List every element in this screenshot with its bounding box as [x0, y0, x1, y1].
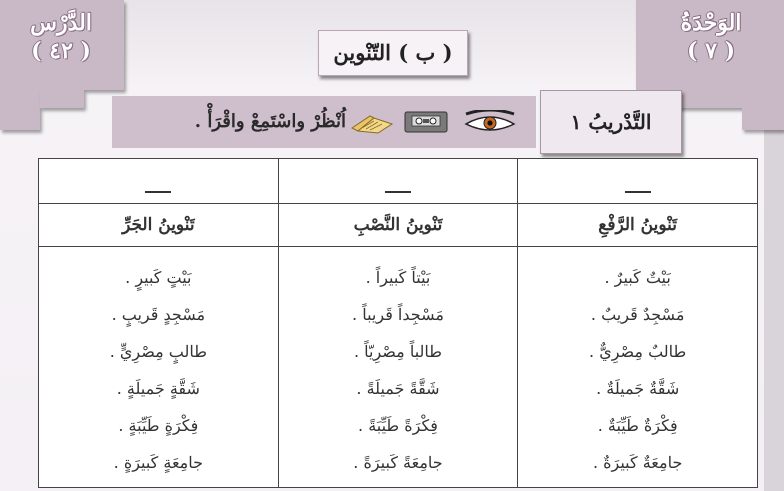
table-row	[39, 159, 758, 204]
table-header-row	[39, 204, 758, 247]
instruction-text: اُنْظُرْ واسْتَمِعْ واقْرَأْ .	[194, 111, 346, 132]
list-item: جامِعَةٍ كَبيرَةٍ .	[113, 453, 204, 472]
list-item: فِكْرَةً طَيِّبَةً .	[358, 416, 438, 435]
lesson-number: ( ٤٢ )	[31, 37, 91, 64]
column-rafa	[518, 247, 758, 488]
tanween-mark-rafa	[625, 191, 651, 193]
lesson-badge-step	[40, 90, 84, 108]
header-nasb: تَنْوينُ النَّصْبِ	[278, 204, 518, 247]
list-item: طالباً مِصْرِيّاً .	[353, 342, 442, 361]
list-item: بَيْتٍ كَبيرٍ .	[125, 268, 192, 287]
book-icon	[350, 110, 394, 134]
list-item: فِكْرَةٍ طَيِّبَةٍ .	[118, 416, 199, 435]
list-item: بَيْتٌ كَبيرٌ .	[604, 268, 671, 287]
lesson-badge-step	[0, 90, 40, 130]
header-jarr: تَنْوينُ الجَرِّ	[39, 204, 279, 247]
header-rafa: تَنْوينُ الرَّفْعِ	[518, 204, 758, 247]
mark-cell-nasb	[278, 159, 518, 204]
tanween-table	[38, 158, 758, 488]
exercise-label: التَّدْريبُ ١	[540, 90, 682, 154]
eye-icon	[460, 110, 520, 134]
mark-cell-jarr	[39, 159, 279, 204]
cassette-icon	[404, 110, 448, 134]
tanween-mark-nasb	[385, 191, 411, 193]
list-item: طالبٍ مِصْرِيٍّ .	[109, 342, 207, 361]
list-item: طالبٌ مِصْرِيٌّ .	[589, 342, 687, 361]
tanween-mark-jarr	[145, 191, 171, 193]
unit-badge-step	[742, 108, 784, 130]
list-item: شَقَّةٌ جَميلَةٌ .	[596, 379, 680, 398]
page-edge-strip	[764, 130, 784, 491]
list-item: جامِعَةً كَبيرَةً .	[353, 453, 443, 472]
lesson-label: الدَّرْس	[30, 10, 92, 36]
column-nasb	[278, 247, 518, 488]
unit-label: الوَحْدَةُ	[680, 10, 742, 36]
list-item: مَسْجِدٌ قَريبٌ .	[590, 305, 685, 324]
mark-cell-rafa	[518, 159, 758, 204]
section-title: ( ب ) التّنْوين	[318, 30, 468, 76]
table-row	[39, 247, 758, 488]
unit-badge-text	[646, 10, 776, 65]
lesson-badge-text	[6, 10, 116, 65]
list-item: بَيْتاً كَبيراً .	[365, 268, 431, 287]
list-item: شَقَّةً جَميلَةً .	[356, 379, 440, 398]
list-item: جامِعَةٌ كَبيرَةٌ .	[592, 453, 683, 472]
list-item: شَقَّةٍ جَميلَةٍ .	[116, 379, 200, 398]
list-item: مَسْجِدٍ قَريبٍ .	[111, 305, 206, 324]
unit-number: ( ٧ )	[687, 37, 735, 64]
column-jarr	[39, 247, 279, 488]
list-item: فِكْرَةٌ طَيِّبَةٌ .	[597, 416, 678, 435]
list-item: مَسْجِداً قَريباً .	[352, 305, 444, 324]
